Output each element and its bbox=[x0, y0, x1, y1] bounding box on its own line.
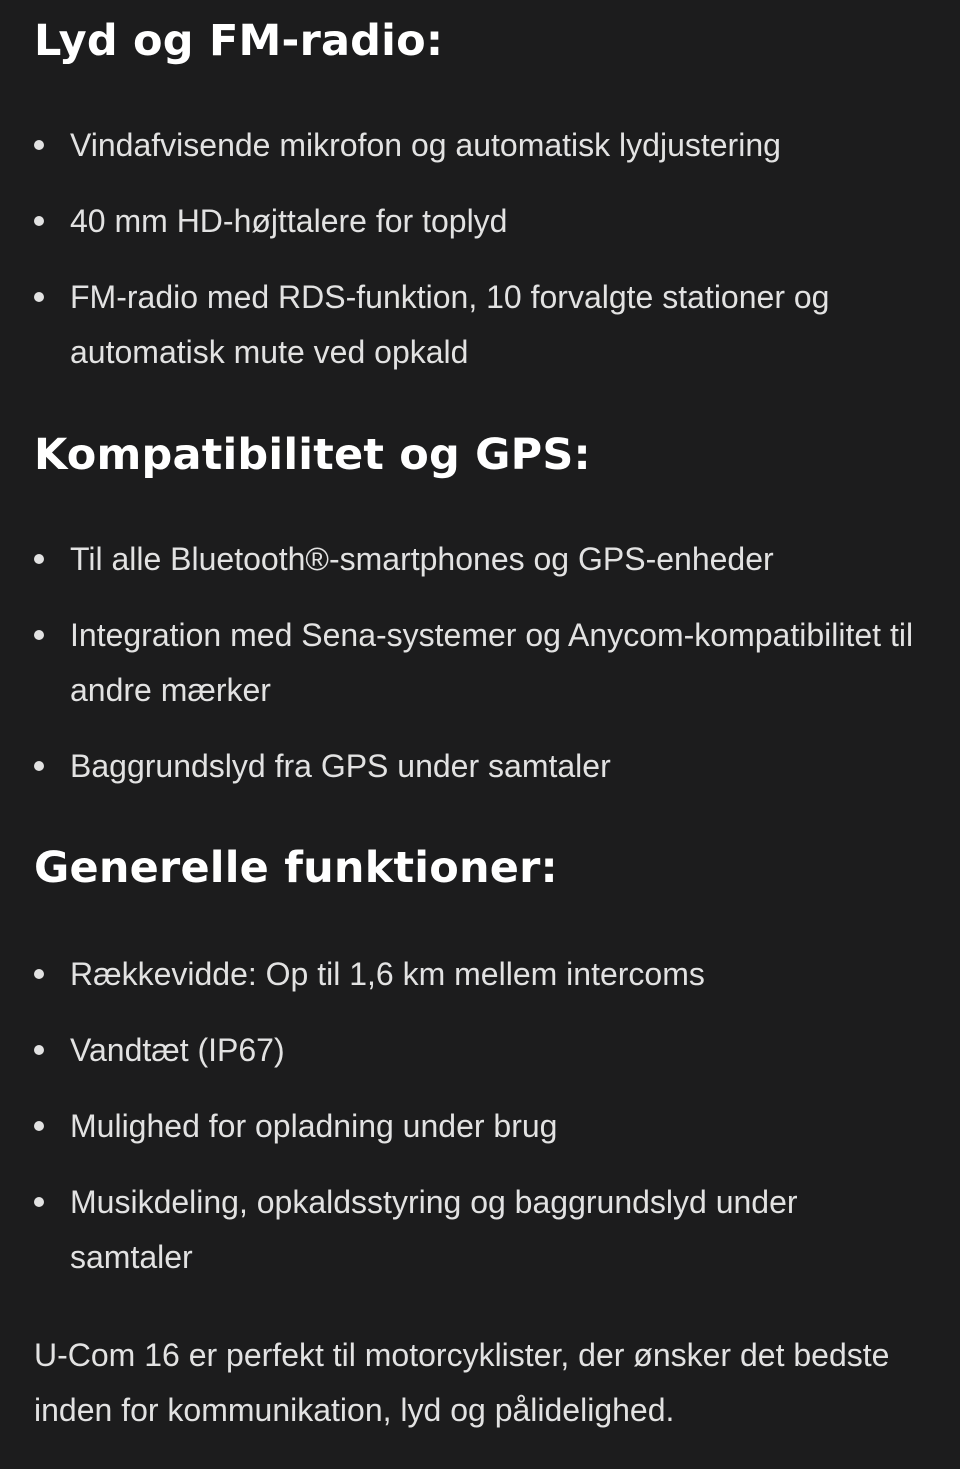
section-heading-compatibility: Kompatibilitet og GPS: bbox=[34, 430, 591, 480]
list-item: Mulighed for opladning under brug bbox=[34, 1099, 914, 1154]
list-item: Musikdeling, opkaldsstyring og baggrundslyd under samtaler bbox=[34, 1175, 914, 1285]
list-item: Til alle Bluetooth®-smartphones og GPS-enheder bbox=[34, 532, 914, 587]
feature-list-compatibility bbox=[34, 532, 914, 815]
section-heading-general: Generelle funktioner: bbox=[34, 843, 558, 893]
list-item: Baggrundslyd fra GPS under samtaler bbox=[34, 739, 914, 794]
list-item: Integration med Sena-systemer og Anycom-kompatibilitet til andre mærker bbox=[34, 608, 914, 718]
section-heading-audio: Lyd og FM-radio: bbox=[34, 16, 444, 66]
list-item: FM-radio med RDS-funktion, 10 forvalgte stationer og automatisk mute ved opkald bbox=[34, 270, 914, 380]
list-item: Vandtæt (IP67) bbox=[34, 1023, 914, 1078]
feature-list-general bbox=[34, 947, 914, 1306]
list-item: 40 mm HD-højttalere for toplyd bbox=[34, 194, 914, 249]
feature-list-audio bbox=[34, 118, 914, 401]
closing-paragraph: U-Com 16 er perfekt til motorcyklister, der ønsker det bedste inden for kommunikation, lyd og pålidelighed. bbox=[34, 1337, 890, 1428]
list-item: Rækkevidde: Op til 1,6 km mellem intercoms bbox=[34, 947, 914, 1002]
list-item: Vindafvisende mikrofon og automatisk lydjustering bbox=[34, 118, 914, 173]
